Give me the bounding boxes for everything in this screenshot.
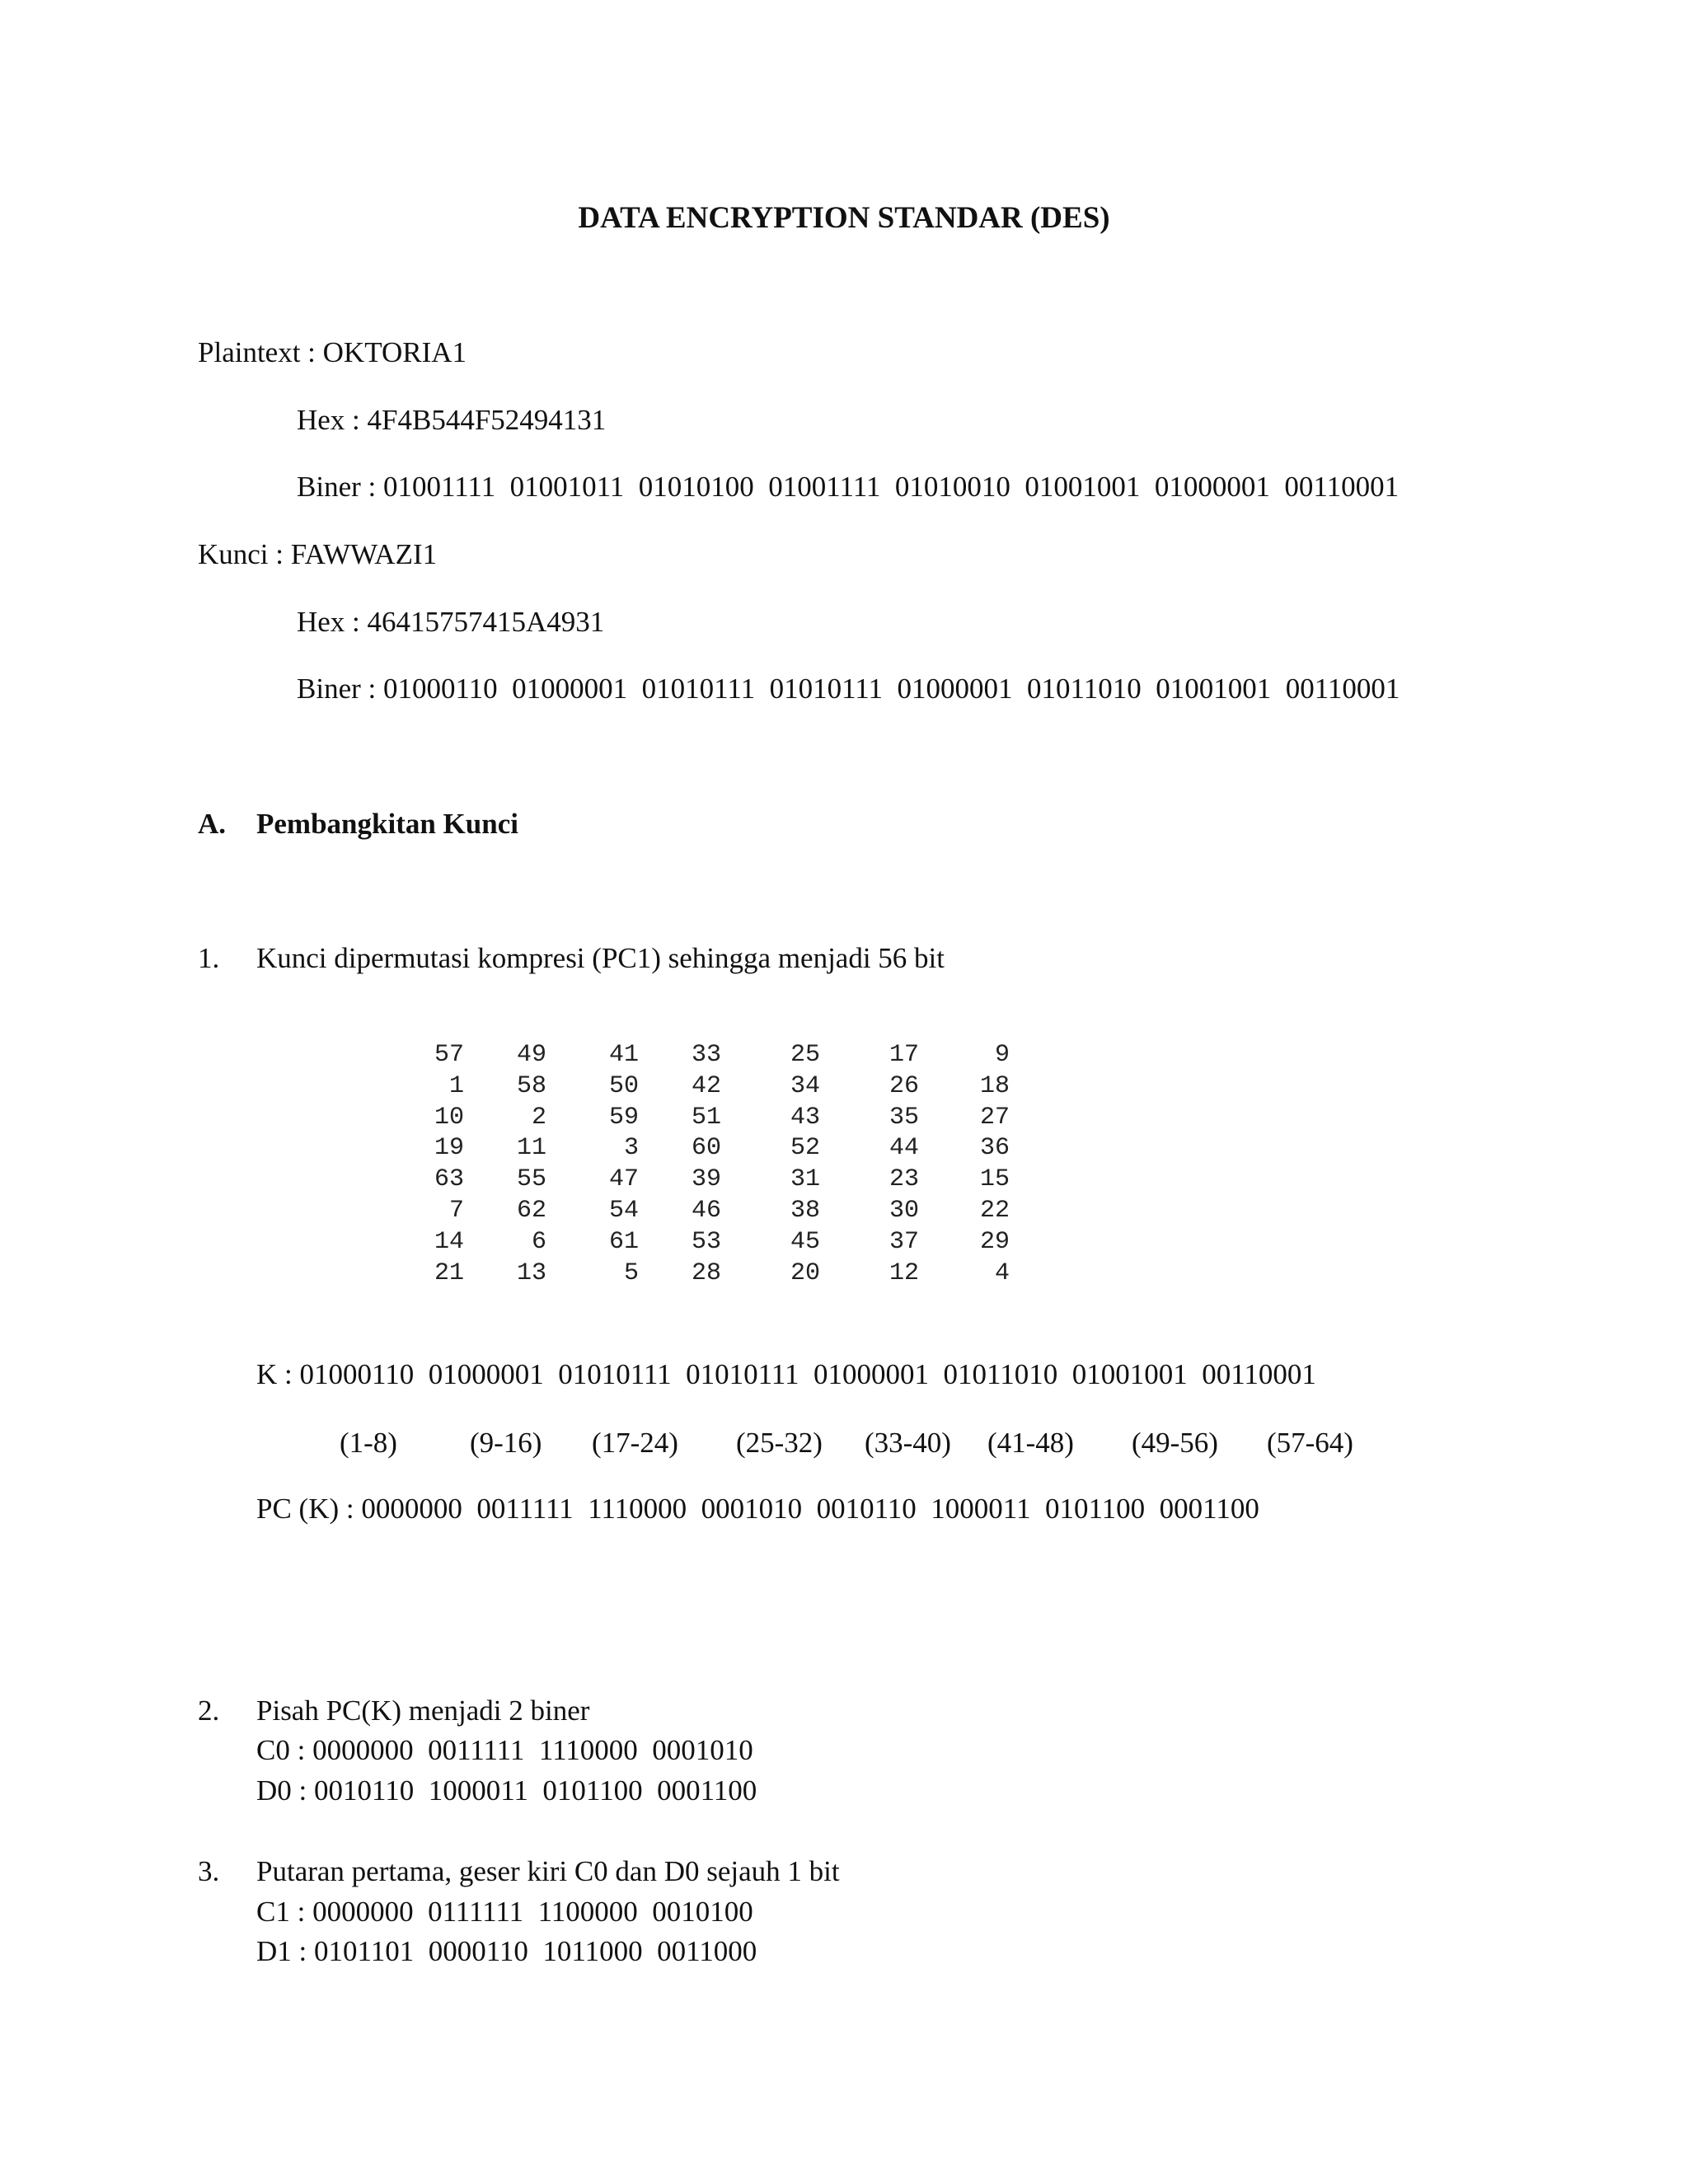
bit-range-label: (17-24) xyxy=(592,1427,678,1459)
step2-number: 2. xyxy=(198,1694,220,1727)
step3-text: Putaran pertama, geser kiri C0 dan D0 sejauh 1 bit xyxy=(256,1855,840,1887)
pc1-cell: 27 xyxy=(979,1103,1010,1132)
bit-range-label: (25-32) xyxy=(736,1427,823,1459)
pc1-cell: 58 xyxy=(516,1071,546,1100)
pc1-row xyxy=(402,1071,1010,1103)
key-label: Kunci : FAWWAZI1 xyxy=(198,538,438,570)
pc1-cell: 9 xyxy=(994,1041,1010,1069)
plaintext-label: Plaintext : OKTORIA1 xyxy=(198,336,467,368)
pc1-cell: 63 xyxy=(434,1165,464,1194)
pc1-cell: 57 xyxy=(434,1041,464,1069)
step1-text: Kunci dipermutasi kompresi (PC1) sehingga menjadi 56 bit xyxy=(256,942,945,974)
pc1-cell: 39 xyxy=(691,1165,721,1194)
pc1-cell: 18 xyxy=(979,1071,1010,1100)
pc1-cell: 53 xyxy=(691,1227,721,1256)
pc1-cell: 12 xyxy=(889,1258,919,1287)
pc1-row xyxy=(402,1103,1010,1134)
pc1-row xyxy=(402,1133,1010,1165)
pc1-cell: 34 xyxy=(790,1071,820,1100)
key-hex: Hex : 46415757415A4931 xyxy=(297,606,605,638)
pc1-cell: 19 xyxy=(434,1134,464,1163)
bit-range-label: (41-48) xyxy=(987,1427,1074,1459)
pc1-cell: 33 xyxy=(691,1041,721,1069)
k-binary-line: K : 01000110 01000001 01010111 01010111 01000001 01011010 01001001 00110001 xyxy=(256,1358,1316,1390)
c1-line: C1 : 0000000 0111111 1100000 0010100 xyxy=(256,1896,753,1928)
pc1-cell: 49 xyxy=(516,1041,546,1069)
key-binary: Biner : 01000110 01000001 01010111 01010111 01000001 01011010 01001001 00110001 xyxy=(297,673,1400,705)
pc1-row xyxy=(402,1227,1010,1258)
pc1-cell: 45 xyxy=(790,1227,820,1256)
pc1-cell: 30 xyxy=(889,1196,919,1225)
pc1-row xyxy=(402,1040,1010,1071)
plaintext-binary: Biner : 01001111 01001011 01010100 01001111 01010010 01001001 01000001 00110001 xyxy=(297,471,1400,503)
pc1-cell: 55 xyxy=(516,1165,546,1194)
bit-range-label: (49-56) xyxy=(1132,1427,1218,1459)
pc1-cell: 7 xyxy=(448,1196,464,1225)
pc1-cell: 54 xyxy=(608,1196,639,1225)
plaintext-hex: Hex : 4F4B544F52494131 xyxy=(297,404,607,436)
step3-number: 3. xyxy=(198,1855,220,1887)
pc1-cell: 20 xyxy=(790,1258,820,1287)
pc1-cell: 31 xyxy=(790,1165,820,1194)
d1-line: D1 : 0101101 0000110 1011000 0011000 xyxy=(256,1935,757,1967)
pc1-cell: 21 xyxy=(434,1258,464,1287)
bit-range-label: (57-64) xyxy=(1267,1427,1353,1459)
pc-k-line: PC (K) : 0000000 0011111 1110000 0001010 0010110 1000011 0101100 0001100 xyxy=(256,1493,1259,1525)
pc1-cell: 28 xyxy=(691,1258,721,1287)
pc1-cell: 17 xyxy=(889,1041,919,1069)
pc1-cell: 13 xyxy=(516,1258,546,1287)
pc1-cell: 29 xyxy=(979,1227,1010,1256)
pc1-cell: 46 xyxy=(691,1196,721,1225)
pc1-cell: 4 xyxy=(994,1258,1010,1287)
pc1-cell: 47 xyxy=(608,1165,639,1194)
pc1-table xyxy=(402,1040,1010,1289)
pc1-cell: 11 xyxy=(516,1134,546,1163)
pc1-cell: 60 xyxy=(691,1134,721,1163)
bit-range-label: (9-16) xyxy=(470,1427,542,1459)
step2-text: Pisah PC(K) menjadi 2 biner xyxy=(256,1694,590,1727)
pc1-cell: 51 xyxy=(691,1103,721,1132)
pc1-cell: 52 xyxy=(790,1134,820,1163)
pc1-cell: 38 xyxy=(790,1196,820,1225)
step1-number: 1. xyxy=(198,942,220,974)
pc1-cell: 37 xyxy=(889,1227,919,1256)
pc1-row xyxy=(402,1258,1010,1290)
pc1-cell: 23 xyxy=(889,1165,919,1194)
pc1-row xyxy=(402,1165,1010,1196)
section-a-heading: Pembangkitan Kunci xyxy=(256,808,518,840)
section-a-letter: A. xyxy=(198,808,227,840)
pc1-cell: 36 xyxy=(979,1134,1010,1163)
pc1-row xyxy=(402,1196,1010,1227)
bit-range-label: (33-40) xyxy=(865,1427,951,1459)
pc1-cell: 6 xyxy=(531,1227,546,1256)
pc1-cell: 59 xyxy=(608,1103,639,1132)
pc1-cell: 5 xyxy=(623,1258,639,1287)
pc1-cell: 1 xyxy=(448,1071,464,1100)
pc1-cell: 62 xyxy=(516,1196,546,1225)
pc1-cell: 15 xyxy=(979,1165,1010,1194)
pc1-cell: 41 xyxy=(608,1041,639,1069)
pc1-cell: 3 xyxy=(623,1134,639,1163)
pc1-cell: 26 xyxy=(889,1071,919,1100)
pc1-cell: 61 xyxy=(608,1227,639,1256)
pc1-cell: 14 xyxy=(434,1227,464,1256)
pc1-cell: 22 xyxy=(979,1196,1010,1225)
d0-line: D0 : 0010110 1000011 0101100 0001100 xyxy=(256,1774,757,1807)
pc1-cell: 35 xyxy=(889,1103,919,1132)
document-title: DATA ENCRYPTION STANDAR (DES) xyxy=(578,201,1110,235)
c0-line: C0 : 0000000 0011111 1110000 0001010 xyxy=(256,1734,753,1766)
bit-range-label: (1-8) xyxy=(340,1427,397,1459)
pc1-cell: 2 xyxy=(531,1103,546,1132)
pc1-cell: 44 xyxy=(889,1134,919,1163)
pc1-cell: 50 xyxy=(608,1071,639,1100)
pc1-cell: 43 xyxy=(790,1103,820,1132)
pc1-cell: 10 xyxy=(434,1103,464,1132)
pc1-cell: 25 xyxy=(790,1041,820,1069)
pc1-cell: 42 xyxy=(691,1071,721,1100)
